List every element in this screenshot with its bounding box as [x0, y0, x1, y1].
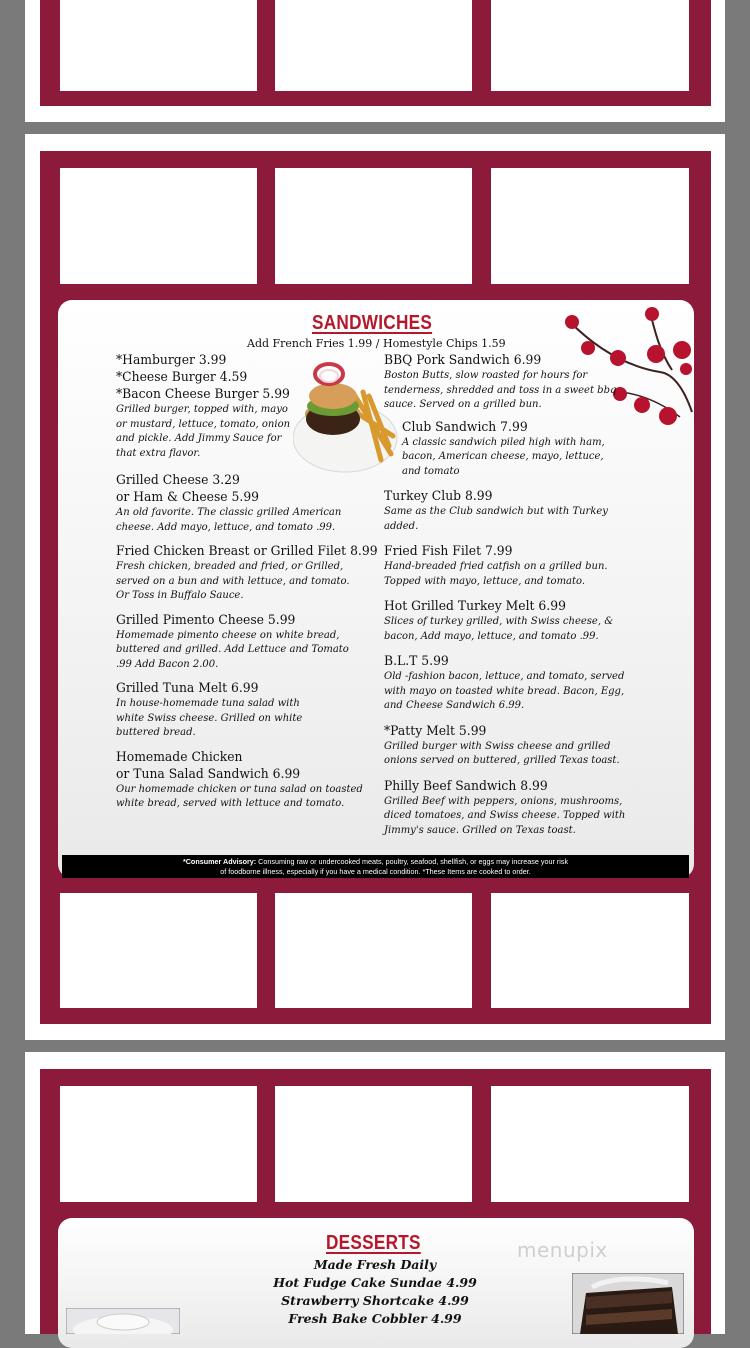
menu-item-name: BBQ Pork Sandwich 6.99: [384, 353, 542, 368]
photo-placeholder: [491, 168, 689, 284]
menu-item-description: Boston Butts, slow roasted for hours for tenderness, shredded and toss in a sweet bbq sauce. Served on a grilled bun.: [384, 370, 617, 410]
menu-item-description: An old favorite. The classic grilled American cheese. Add mayo, lettuce, and tomato .99.: [116, 507, 342, 533]
photo-placeholder: [60, 0, 257, 91]
menu-item-description: Grilled burger, topped with, mayo or mustard, lettuce, tomato, onion and pickle. Add Jimmy Sauce for that extra flavor.: [116, 404, 291, 459]
photo-placeholder: [60, 1086, 257, 1202]
menu-item-name: B.L.T 5.99: [384, 654, 449, 669]
menu-item: [116, 612, 391, 673]
menupix-watermark: menupix: [517, 1238, 608, 1262]
consumer-advisory-banner: [62, 855, 689, 878]
menu-item-description: Grilled Beef with peppers, onions, mushrooms, diced tomatoes, and Swiss cheese. Topped with Jimmy's sauce. Grilled on Texas toast.: [384, 795, 626, 836]
menu-item-description: Fresh chicken, breaded and fried, or Grilled, served on a bun and with lettuce, and tomato. Or Toss in Buffalo Sauce.: [116, 561, 350, 601]
photo-placeholder: [275, 168, 472, 284]
menu-item-description: Our homemade chicken or tuna salad on toasted white bread, served with lettuce and tomato.: [116, 783, 363, 809]
menu-item-description: Grilled burger with Swiss cheese and grilled onions served on buttered, grilled Texas toast.: [384, 740, 620, 766]
advisory-text: Consuming raw or undercooked meats, poultry, seafood, shellfish, or eggs may increase your risk: [256, 857, 569, 866]
menu-item-name: or Ham & Cheese 5.99: [116, 490, 260, 505]
menu-item-name: *Patty Melt 5.99: [384, 723, 487, 739]
menu-item-name: *Hamburger 3.99: [116, 353, 227, 368]
menu-item-name: *Bacon Cheese Burger 5.99: [116, 387, 290, 402]
dessert-item: Strawberry Shortcake 4.99: [281, 1293, 469, 1308]
menu-item-description: Old -fashion bacon, lettuce, and tomato, served with mayo on toasted white bread. Bacon, Egg, and Cheese Sandwich 6.99.: [384, 671, 625, 711]
menu-item-name: or Tuna Salad Sandwich 6.99: [116, 766, 301, 782]
sandwich-menu-left-column: [116, 352, 391, 812]
photo-placeholder: [491, 893, 689, 1008]
desserts-title: DESSERTS: [326, 1232, 421, 1254]
menu-item-description: Homemade pimento cheese on white bread, buttered and grilled. Add Lettuce and Tomato .99 Add Bacon 2.00.: [116, 629, 349, 670]
menu-item: [116, 352, 391, 369]
menu-item: [384, 598, 644, 644]
menu-page-top: [25, 0, 725, 122]
menu-item-name: Turkey Club 8.99: [384, 489, 493, 504]
menu-item-name: Homemade Chicken: [116, 749, 243, 765]
menu-item-name: Philly Beef Sandwich 8.99: [384, 778, 548, 794]
menu-item-name: Grilled Tuna Melt 6.99: [116, 681, 259, 696]
menu-item: [384, 778, 644, 839]
menu-item-name: Fried Fish Filet 7.99: [384, 544, 513, 559]
menu-item: [116, 749, 391, 766]
menu-item-description: Same as the Club sandwich but with Turkey added.: [384, 506, 608, 532]
menu-item: [116, 680, 391, 741]
menu-item: [116, 369, 391, 386]
sides-price-line: Add French Fries 1.99 / Homestyle Chips 1.59: [247, 337, 506, 350]
menu-item: [116, 472, 391, 489]
advisory-label: *Consumer Advisory:: [182, 857, 257, 866]
menu-item-description: In house-homemade tuna salad with white Swiss cheese. Grilled on white buttered bread.: [116, 698, 303, 738]
menu-item-name: Grilled Cheese 3.29: [116, 473, 240, 488]
dessert-item: Hot Fudge Cake Sundae 4.99: [273, 1275, 477, 1290]
menu-item: [384, 543, 644, 589]
menu-item-name: Grilled Pimento Cheese 5.99: [116, 612, 296, 628]
menu-item-name: Hot Grilled Turkey Melt 6.99: [384, 599, 566, 614]
menu-item-name: *Cheese Burger 4.59: [116, 370, 248, 385]
menu-item: [116, 766, 391, 812]
menu-item: [384, 488, 644, 534]
menu-item-description: Hand-breaded fried catfish on a grilled bun. Topped with mayo, lettuce, and tomato.: [384, 561, 608, 587]
menu-item-name: Club Sandwich 7.99: [402, 419, 528, 435]
menu-item: [116, 489, 391, 535]
photo-placeholder: [60, 168, 257, 284]
menu-item-description: A classic sandwich piled high with ham, bacon, American cheese, mayo, lettuce, and tomato: [402, 436, 605, 477]
photo-placeholder: [491, 1086, 689, 1202]
dessert-item: Fresh Bake Cobbler 4.99: [288, 1311, 462, 1326]
photo-placeholder: [275, 893, 472, 1008]
menu-item: [402, 419, 644, 480]
menu-item: [384, 653, 644, 714]
dessert-photo-right: [572, 1273, 684, 1334]
photo-placeholder: [275, 0, 472, 91]
menu-item-description: Slices of turkey grilled, with Swiss cheese, & bacon, Add mayo, lettuce, and tomato .99.: [384, 616, 614, 642]
photo-placeholder: [275, 1086, 472, 1202]
menu-item: [116, 543, 391, 604]
sandwich-menu-right-column: [384, 352, 644, 838]
dessert-item: Made Fresh Daily: [313, 1257, 437, 1272]
menu-item: [116, 386, 391, 461]
dessert-photo-left: [66, 1308, 180, 1334]
photo-placeholder: [491, 0, 689, 91]
menu-frame: [40, 0, 711, 106]
sandwiches-title: SANDWICHES: [312, 312, 433, 334]
menu-item: [384, 352, 644, 413]
photo-placeholder: [60, 893, 257, 1008]
advisory-text-line-2: of foodborne illness, especially if you have a medical condition. *These Items are cooked to order.: [220, 866, 531, 876]
menu-item: [384, 723, 644, 769]
menu-item-name: Fried Chicken Breast or Grilled Filet 8.99: [116, 544, 378, 559]
